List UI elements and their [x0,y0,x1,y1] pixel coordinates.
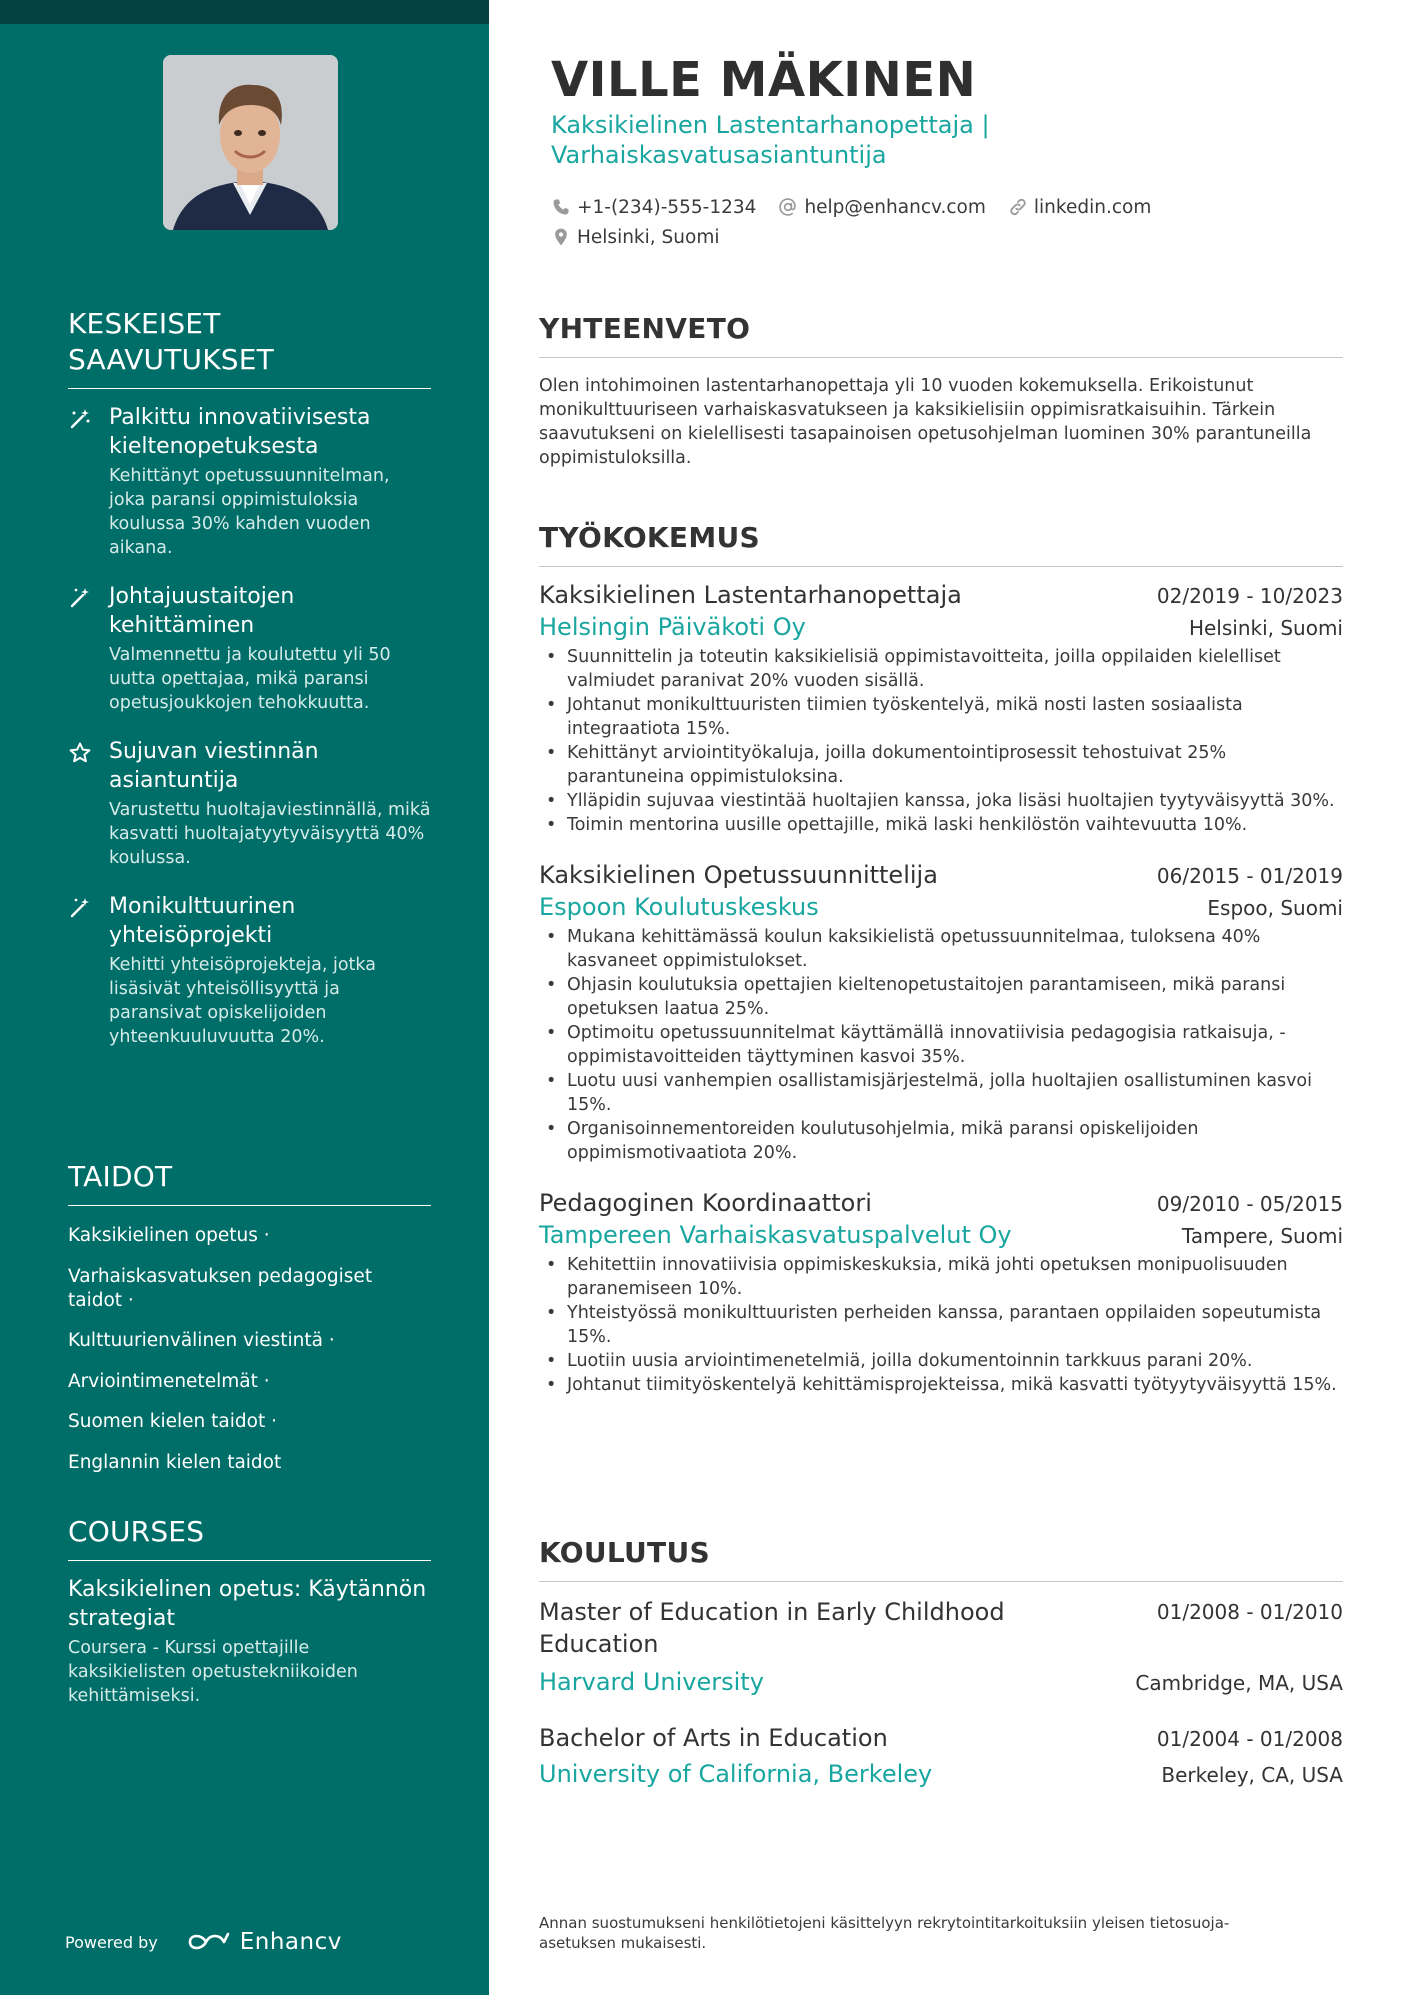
skills-heading: TAIDOT [68,1159,431,1206]
job-company: Espoon Koulutuskeskus [539,893,819,921]
phone-text: +1-(234)-555-1234 [577,196,757,218]
job-company-row [539,1219,1343,1251]
skill-item: Varhaiskasvatuksen pedagogiset taidot · [68,1265,373,1311]
achievement-item [68,582,431,715]
enhancv-brand-name: Enhancv [239,1929,342,1955]
achievement-title: Johtajuustaitojen kehittäminen [109,584,295,638]
job-location: Helsinki, Suomi [1188,616,1343,640]
job-entry [539,1187,1343,1397]
education-header-row [539,1722,1343,1754]
job-title: Kaksikielinen Opetussuunnittelija [539,861,938,889]
job-bullet: • Johtanut tiimityöskentelyä kehittämisprojekteissa, mikä kasvatti työtyytyväisyyttä 15%. [539,1373,1343,1397]
skills-section [68,1159,431,1491]
contact-row [551,192,1251,222]
contact-location [551,227,720,248]
sidebar-top-bar [0,0,489,24]
contact-email[interactable] [778,197,985,218]
courses-heading: COURSES [68,1514,431,1561]
education-location: Berkeley, CA, USA [1161,1763,1343,1787]
job-entry [539,579,1343,837]
job-company: Helsingin Päiväkoti Oy [539,613,806,641]
job-bullet: • Ohjasin koulutuksia opettajien kieltenopetustaitojen parantamiseen, mikä paransi opetuksen laatua 25%. [539,973,1343,1021]
job-bullet: • Ylläpidin sujuvaa viestintää huoltajien kanssa, joka lisäsi huoltajien tyytyväisyyttä 30%. [539,789,1343,813]
contact-row [551,222,1251,252]
job-bullets [539,1253,1343,1397]
candidate-title: Kaksikielinen Lastentarhanopettaja | Varhaiskasvatusasiantuntija [551,111,990,169]
job-bullet: • Kehitettiin innovatiivisia oppimiskeskuksia, mikä johti opetuksen monipuolisuuden paranemiseen 10%. [539,1253,1343,1301]
job-title: Kaksikielinen Lastentarhanopettaja [539,581,962,609]
link-icon [1008,197,1028,217]
contact-phone[interactable] [551,197,756,218]
job-dates: 02/2019 - 10/2023 [1156,584,1343,608]
course-description: Coursera - Kurssi opettajille kaksikielisten opetustekniikoiden kehittämiseksi. [68,1638,358,1706]
achievement-description: Kehittänyt opetussuunnitelman, joka paransi oppimistuloksia koulussa 30% kahden vuoden aikana. [109,466,390,558]
achievements-list [68,403,431,1049]
achievement-description: Varustettu huoltajaviestinnällä, mikä kasvatti huoltajatyytyväisyyttä 40% koulussa. [109,800,431,868]
education-degree: Bachelor of Arts in Education [539,1724,888,1752]
job-bullet: • Optimoitu opetussuunnitelmat käyttämällä innovatiivisia pedagogisia ratkaisuja, - oppimistavoitteiden täyttyminen kasvoi 35%. [539,1021,1343,1069]
job-bullet: • Mukana kehittämässä koulun kaksikielistä opetussuunnitelmaa, tuloksena 40% kasvaneet oppimistulokset. [539,925,1343,973]
magic-wand-icon [68,896,92,920]
job-bullet: • Organisoinnementoreiden koulutusohjelmia, mikä paransi opiskelijoiden oppimismotivaatiota 20%. [539,1117,1343,1165]
education-school-row [539,1666,1343,1698]
powered-by [65,1929,342,1955]
summary-section [539,311,1343,470]
course-title: Kaksikielinen opetus: Käytännön strategiat [68,1577,427,1631]
job-dates: 06/2015 - 01/2019 [1156,864,1343,888]
job-company-row [539,611,1343,643]
at-sign-icon [778,197,798,217]
achievement-item [68,403,431,560]
education-school: University of California, Berkeley [539,1760,933,1788]
job-bullet: • Yhteistyössä monikulttuuristen perheiden kanssa, parantaen oppilaiden sopeutumista 15%. [539,1301,1343,1349]
skill-item: Kaksikielinen opetus · [68,1225,270,1246]
achievement-title: Monikulttuurinen yhteisöprojekti [109,894,296,948]
phone-icon [551,197,571,217]
job-header-row [539,1187,1343,1219]
magic-wand-icon [68,586,92,610]
job-header-row [539,579,1343,611]
profile-photo [163,55,338,230]
achievements-section [68,306,431,1071]
job-title: Pedagoginen Koordinaattori [539,1189,872,1217]
education-degree: Master of Education in Early Childhood Education [539,1598,1005,1658]
job-bullet: • Suunnittelin ja toteutin kaksikielisiä oppimistavoitteita, joilla oppilaiden kielelliset valmiudet paranivat 20% vuoden sisällä. [539,645,1343,693]
consent-statement: Annan suostumukseni henkilötietojeni käsittelyyn rekrytointitarkoituksiin yleisen tietosuoja-asetuksen mukaisesti. [539,1914,1230,1952]
education-entry [539,1722,1343,1790]
achievement-item [68,737,431,870]
skills-list [68,1224,431,1475]
contact-info [551,192,1251,252]
education-dates: 01/2004 - 01/2008 [1156,1727,1343,1751]
education-location: Cambridge, MA, USA [1135,1671,1343,1695]
magic-wand-icon [68,407,92,431]
job-bullets [539,925,1343,1165]
location-pin-icon [551,227,571,247]
star-icon [68,741,92,765]
education-school: Harvard University [539,1668,764,1696]
skill-item: Englannin kielen taidot [68,1451,282,1473]
job-bullet: • Luotiin uusia arviointimenetelmiä, joilla dokumentoinnin tarkkuus parani 20%. [539,1349,1343,1373]
education-section [539,1535,1343,1790]
skill-item: Suomen kielen taidot · [68,1411,277,1432]
job-entry [539,859,1343,1165]
achievements-heading: KESKEISET SAAVUTUKSET [68,306,431,389]
job-bullet: • Johtanut monikulttuuristen tiimien työskentelyä, mikä nosti lasten sosiaalista integraatiota 15%. [539,693,1343,741]
education-dates: 01/2008 - 01/2010 [1156,1600,1343,1624]
achievement-title: Palkittu innovatiivisesta kieltenopetuksesta [109,405,371,459]
location-text: Helsinki, Suomi [577,226,720,248]
job-dates: 09/2010 - 05/2015 [1156,1192,1343,1216]
job-bullet: • Kehittänyt arviointityökaluja, joilla dokumentointiprosessit tehostuivat 25% parantuneina oppimistuloksina. [539,741,1343,789]
experience-section [539,520,1343,1397]
experience-heading: TYÖKOKEMUS [539,520,1343,567]
job-bullet: • Toimin mentorina uusille opettajille, mikä laski henkilöstön vaihtevuutta 10%. [539,813,1343,837]
enhancv-logo[interactable] [186,1929,342,1955]
summary-text: Olen intohimoinen lastentarhanopettaja yli 10 vuoden kokemuksella. Erikoistunut monikulttuuriseen varhaiskasvatukseen ja kaksikielisiin oppimisratkaisuihin. Tärkein saavutukseni on kielellisesti tasapainoisen opetusohjelman luominen 30% parantuneilla oppimistuloksilla. [539,376,1312,468]
skill-item: Kulttuurienvälinen viestintä · [68,1330,335,1351]
contact-linkedin[interactable] [1008,197,1151,218]
job-company-row [539,891,1343,923]
profile-photo-illustration [163,55,338,230]
job-location: Espoo, Suomi [1207,896,1343,920]
achievement-item [68,892,431,1049]
linkedin-text: linkedin.com [1033,196,1152,218]
sidebar [0,0,489,1995]
powered-by-label: Powered by [65,1932,158,1952]
education-heading: KOULUTUS [539,1535,1343,1582]
job-bullets [539,645,1343,837]
education-entry [539,1596,1343,1698]
achievement-description: Kehitti yhteisöprojekteja, jotka lisäsivät yhteisöllisyyttä ja paransivat opiskelijoiden yhteenkuuluvuutta 20%. [109,955,376,1047]
achievement-description: Valmennettu ja koulutettu yli 50 uutta opettajaa, mikä paransi opetusjoukkojen tehokkuutta. [109,645,391,713]
education-header-row [539,1596,1343,1660]
job-header-row [539,859,1343,891]
candidate-name: VILLE MÄKINEN [551,52,977,108]
email-text: help@enhancv.com [804,196,986,218]
job-company: Tampereen Varhaiskasvatuspalvelut Oy [539,1221,1012,1249]
summary-heading: YHTEENVETO [539,311,1343,358]
job-location: Tampere, Suomi [1181,1224,1343,1248]
job-bullet: • Luotu uusi vanhempien osallistamisjärjestelmä, jolla huoltajien osallistuminen kasvoi 15%. [539,1069,1343,1117]
achievement-title: Sujuvan viestinnän asiantuntija [109,739,319,793]
enhancv-logo-icon [186,1929,232,1955]
courses-section [68,1514,431,1708]
skill-item: Arviointimenetelmät · [68,1370,270,1392]
education-school-row [539,1758,1343,1790]
